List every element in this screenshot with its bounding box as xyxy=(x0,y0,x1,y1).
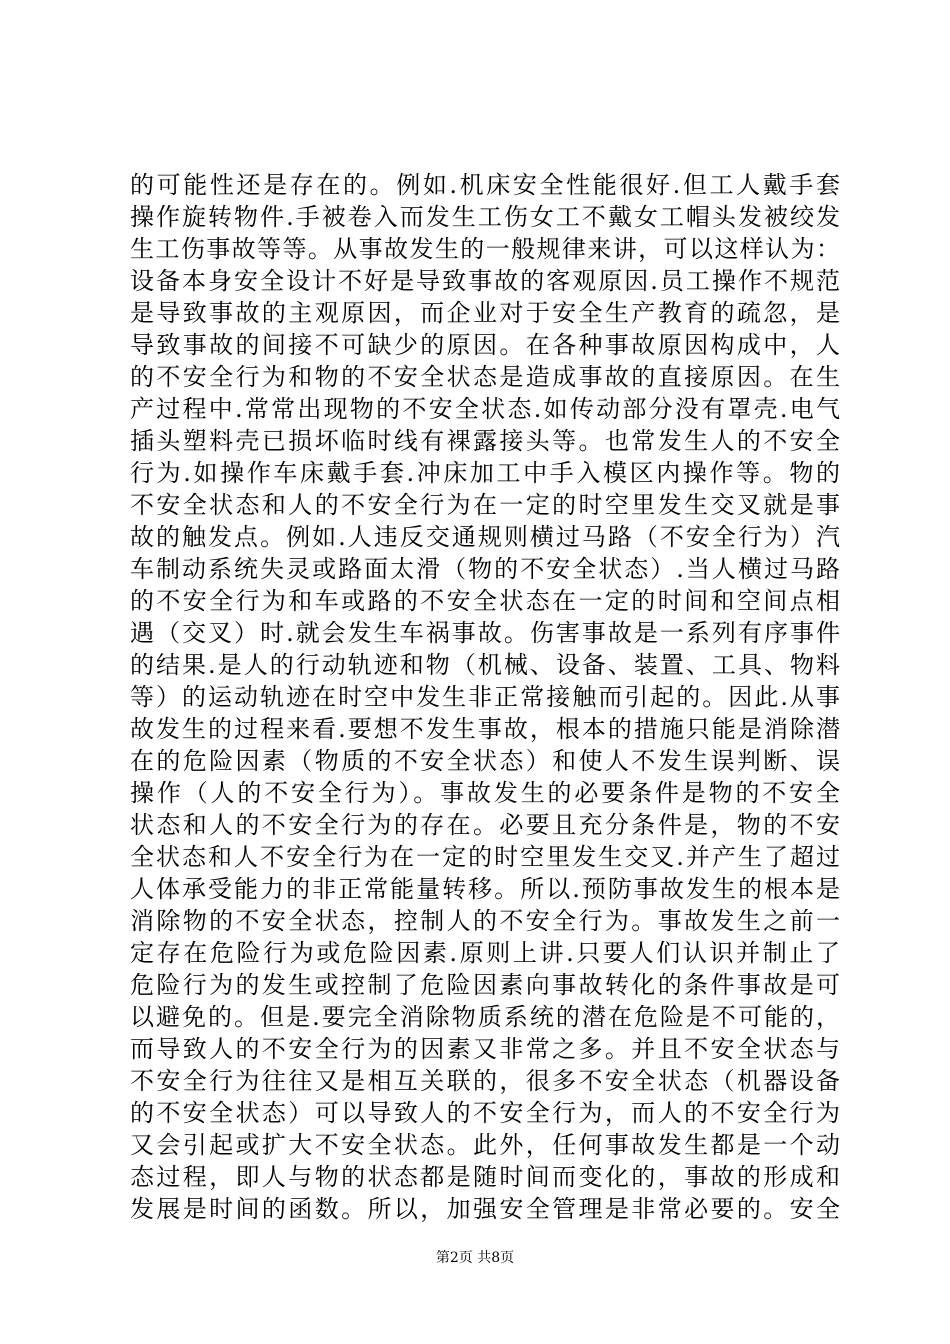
page-footer: 第2页 共8页 xyxy=(435,1250,515,1266)
body-paragraph xyxy=(130,169,843,1225)
text-line: 以避免的。但是.要完全消除物质系统的潜在危险是不可能的， xyxy=(130,1003,842,1031)
text-line: 产过程中.常常出现物的不安全状态.如传动部分没有罩壳.电气 xyxy=(130,395,843,423)
text-line: 故的触发点。例如.人违反交通规则横过马路（不安全行为）汽 xyxy=(130,523,842,551)
text-line: 发展是时间的函数。所以，加强安全管理是非常必要的。安全 xyxy=(130,1195,843,1223)
text-line: 消除物的不安全状态，控制人的不安全行为。事故发生之前一 xyxy=(130,907,843,935)
text-line: 全状态和人不安全行为在一定的时空里发生交叉.并产生了超过 xyxy=(130,843,842,871)
text-line: 不安全行为往往又是相互关联的，很多不安全状态（机器设备 xyxy=(130,1067,843,1095)
text-line: 态过程，即人与物的状态都是随时间而变化的，事故的形成和 xyxy=(130,1163,843,1191)
text-line: 人体承受能力的非正常能量转移。所以.预防事故发生的根本是 xyxy=(130,875,842,903)
text-line: 又会引起或扩大不安全状态。此外，任何事故发生都是一个动 xyxy=(130,1131,843,1159)
text-line: 车制动系统失灵或路面太滑（物的不安全状态）.当人横过马路 xyxy=(130,555,842,583)
text-line: 不安全状态和人的不安全行为在一定的时空里发生交叉就是事 xyxy=(130,491,843,519)
text-line: 故发生的过程来看.要想不发生事故，根本的措施只能是消除潜 xyxy=(130,715,842,743)
text-line: 的结果.是人的行动轨迹和物（机械、设备、装置、工具、物料 xyxy=(130,651,842,679)
text-line: 操作（人的不安全行为）。事故发生的必要条件是物的不安全 xyxy=(130,779,843,807)
text-line: 导致事故的间接不可缺少的原因。在各种事故原因构成中，人 xyxy=(130,331,843,359)
text-line: 的不安全行为和车或路的不安全状态在一定的时间和空间点相 xyxy=(130,587,843,615)
text-line: 的不安全状态）可以导致人的不安全行为，而人的不安全行为 xyxy=(130,1099,843,1127)
text-line: 的可能性还是存在的。例如.机床安全性能很好.但工人戴手套 xyxy=(130,171,843,199)
text-line: 在的危险因素（物质的不安全状态）和使人不发生误判断、误 xyxy=(130,747,843,775)
text-line: 遇（交叉）时.就会发生车祸事故。伤害事故是一系列有序事件 xyxy=(130,619,842,647)
text-line: 的不安全行为和物的不安全状态是造成事故的直接原因。在生 xyxy=(130,363,843,391)
text-line: 操作旋转物件.手被卷入而发生工伤女工不戴女工帽头发被绞发 xyxy=(130,203,842,231)
text-line: 定存在危险行为或危险因素.原则上讲.只要人们认识并制止了 xyxy=(130,939,843,967)
text-line: 设备本身安全设计不好是导致事故的客观原因.员工操作不规范 xyxy=(130,267,842,295)
text-line: 行为.如操作车床戴手套.冲床加工中手入模区内操作等。物的 xyxy=(130,459,843,487)
text-line: 插头塑料壳已损坏临时线有裸露接头等。也常发生人的不安全 xyxy=(130,427,843,455)
text-line: 而导致人的不安全行为的因素又非常之多。并且不安全状态与 xyxy=(130,1035,843,1063)
text-line: 是导致事故的主观原因，而企业对于安全生产教育的疏忽，是 xyxy=(130,299,843,327)
text-line: 危险行为的发生或控制了危险因素向事故转化的条件事故是可 xyxy=(130,971,843,999)
text-line: 状态和人的不安全行为的存在。必要且充分条件是，物的不安 xyxy=(130,811,843,839)
text-line: 生工伤事故等等。从事故发生的一般规律来讲，可以这样认为： xyxy=(130,235,842,263)
text-line: 等）的运动轨迹在时空中发生非正常接触而引起的。因此.从事 xyxy=(130,683,842,711)
